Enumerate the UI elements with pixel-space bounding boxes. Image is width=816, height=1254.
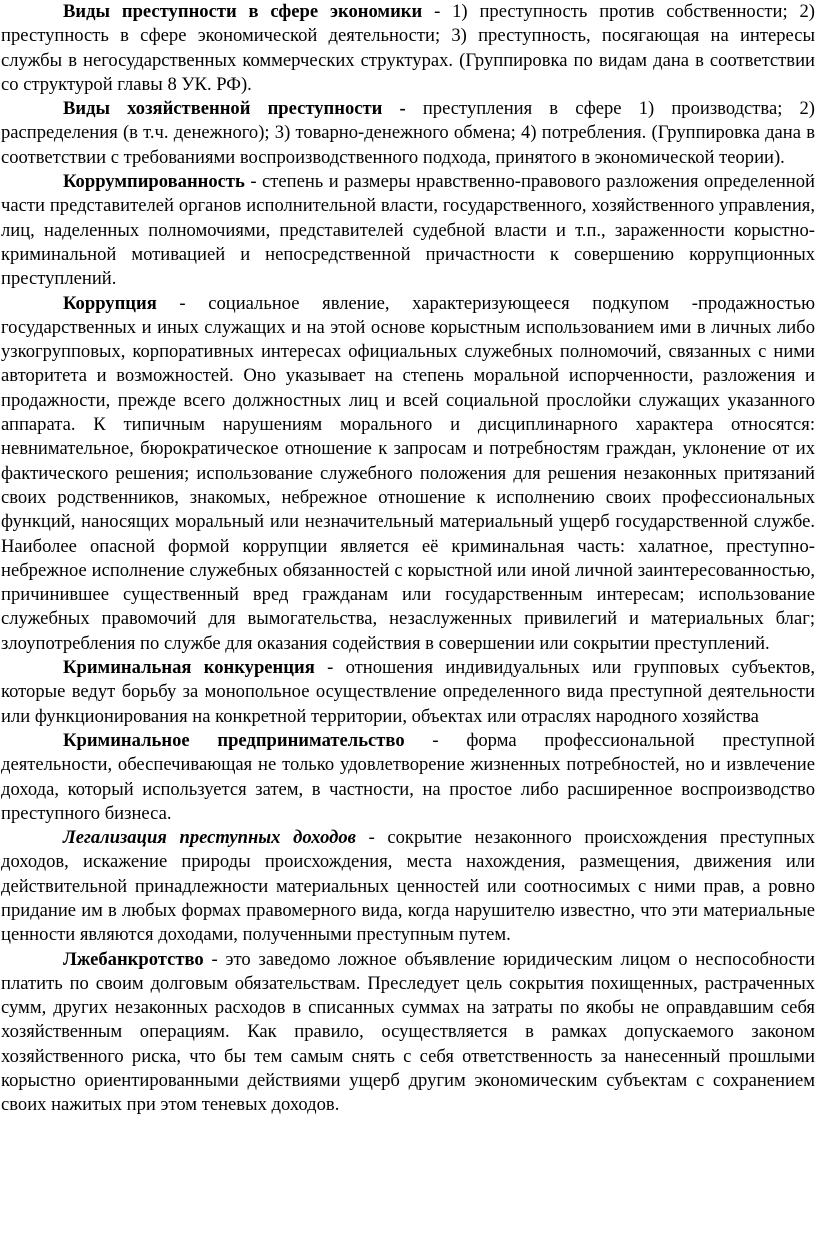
definition-corruptness (1, 170, 815, 291)
definition-business-crime-types (1, 97, 815, 170)
definition-text: преступления в сфере 1) производства; 2) распределения (в т.ч. денежного); 3) товарно-денежного обмена; 4) потребления. (Группировка дана в соответствии с требованиями воспроизводственного подхода, принятого в экономической теории). (1, 98, 816, 168)
definition-text: - 1) преступность против собственности; 2) преступность в сфере экономической деятельности; 3) преступность, посягающая на интересы службы в негосударственных коммерческих структурах. (Группировка по видам дана в соответствии со структурой главы 8 УК. РФ). (1, 1, 815, 95)
definition-money-laundering (1, 826, 815, 947)
term: Коррупция (63, 292, 157, 314)
term: Виды хозяйственной преступности - (63, 98, 406, 120)
term: Легализация преступных доходов (63, 827, 356, 849)
term: Криминальное предпринимательство (63, 729, 405, 751)
definition-text: - отношения индивидуальных или групповых субъектов, которые ведут борьбу за монопольное осуществление определенного вида преступной деятельности или функционирования на конкретной территории, объектах или отраслях народного хозяйства (1, 657, 815, 727)
definition-text: - это заведомо ложное объявление юридическим лицом о неспособности платить по своим долговым обязательствам. Преследует цель сокрытия похищенных, растраченных сумм, других незаконных расходов в списанных суммах на затраты по якобы не оправдавшим себя хозяйственным операциям. Как правило, осуществляется в рамках допускаемого законом хозяйственного риска, что бы тем самым снять с себя ответственность за нанесенный прошлыми корыстно ориентированными действиями ущерб другим экономическим субъектам с сохранением своих нажитых при этом теневых доходов. (1, 948, 815, 1116)
definition-text: - форма профессиональной преступной деятельности, обеспечивающая не только удовлетворение жизненных потребностей, но и извлечение дохода, который используется затем, в частности, на простое либо расширенное воспроизводство преступного бизнеса. (1, 729, 816, 824)
definition-corruption (1, 292, 815, 656)
definition-false-bankruptcy (1, 948, 815, 1118)
term: Коррумпированность (63, 171, 245, 193)
definition-criminal-competition (1, 656, 815, 729)
definition-text: - степень и размеры нравственно-правового разложения определенной части представителей органов исполнительной власти, государственного, хозяйственного управления, лиц, наделенных полномочиями, представителей судебной власти и т.п., зараженности корыстно-криминальной мотивацией и непосредственной причастности к совершению коррупционных преступлений. (1, 171, 815, 290)
definition-text: - сокрытие незаконного происхождения преступных доходов, искажение природы происхождения, места нахождения, размещения, движения или действительной принадлежности материальных ценностей или соотносимых с ними прав, а ровно придание им в любых формах правомерного вида, когда нарушителю известно, что эти материальные ценности являются доходами, полученными преступным путем. (1, 827, 815, 946)
definition-text: - социальное явление, характеризующееся подкупом -продажностью государственных и иных служащих и на этой основе корыстным использованием ими в личных либо узкогрупповых, корпоративных интересах официальных служебных полномочий, связанных с ними авторитета и возможностей. Оно указывает на степень моральной испорченности, разложения и продажности, прежде всего должностных лиц и всей социальной прослойки служащих указанного аппарата. К типичным нарушениям морального и дисциплинарного характера относятся: невнимательное, бюрократическое отношение к запросам и потребностям граждан, уклонение от их фактического решения; использование служебного положения для решения незаконных притязаний своих родственников, знакомых, небрежное отношение к исполнению своих профессиональных функций, наносящих моральный или незначительный материальный ущерб государственной службе. Наиболее опасной формой коррупции является её криминальная часть: халатное, преступно-небрежное исполнение служебных обязанностей с корыстной или иной личной заинтересованностью, причинившее существенный вред гражданам или государственным интересам; использование служебных правомочий для вымогательства, незаслуженных привилегий и материальных благ; злоупотребления по службе для оказания содействия в совершении или сокрытии преступлений. (1, 292, 815, 654)
term: Виды преступности в сфере экономики (63, 1, 423, 22)
definition-economic-crime-types (1, 0, 815, 97)
term: Лжебанкротство (63, 948, 204, 970)
definition-criminal-entrepreneurship (1, 729, 815, 826)
term: Криминальная конкуренция (63, 657, 315, 679)
